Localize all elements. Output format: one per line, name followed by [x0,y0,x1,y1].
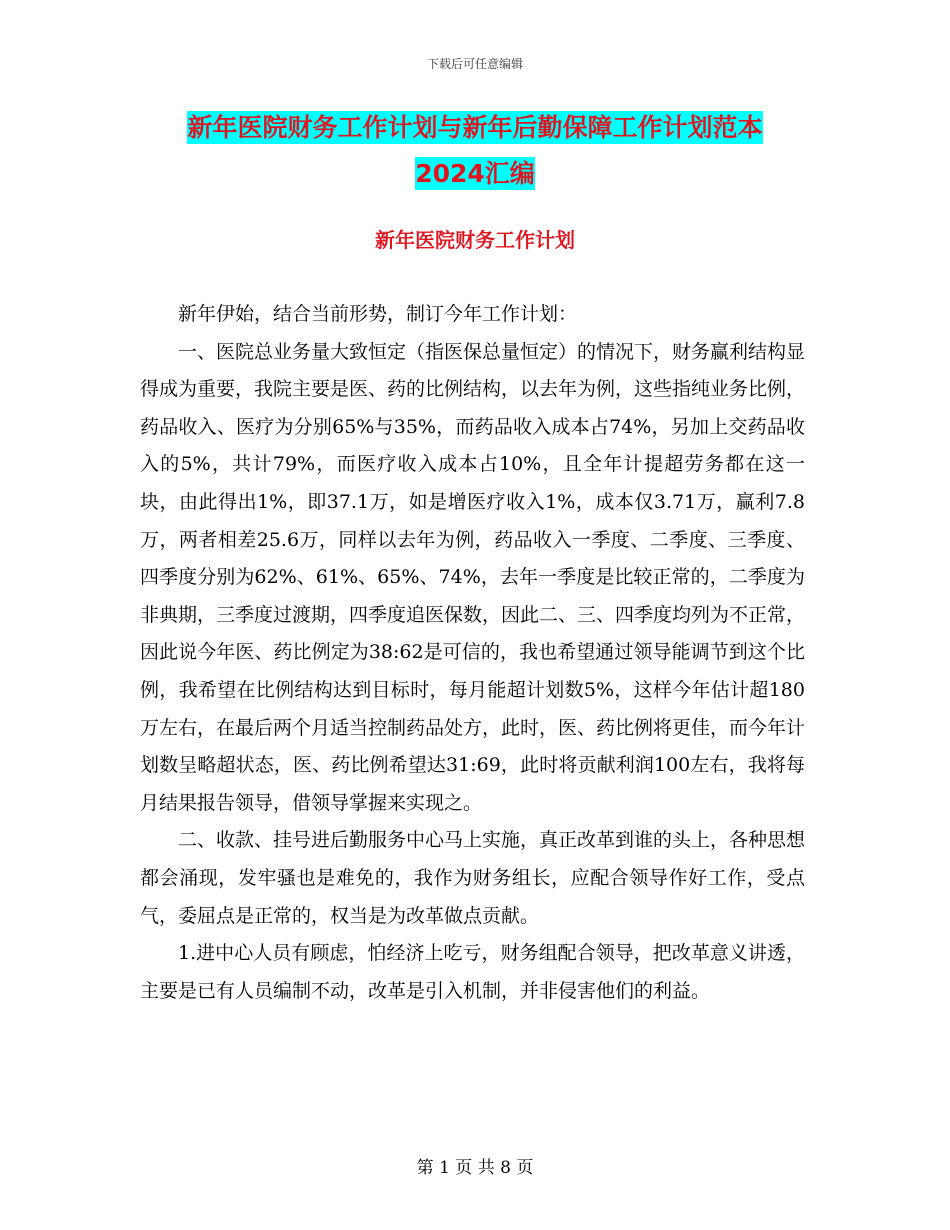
paragraph: 二、收款、挂号进后勤服务中心马上实施，真正改革到谁的头上，各种思想都会涌现，发牢骚也是难免的，我作为财务组长，应配合领导作好工作，受点气，委屈点是正常的，权当是为改革做点贡献。 [140,829,806,927]
section-heading: 新年医院财务工作计划 [375,228,575,252]
document-title [0,112,950,190]
paragraph: 1.进中心人员有顾虑，怕经济上吃亏，财务组配合领导，把改革意义讲透，主要是已有人员编制不动，改革是引入机制，并非侵害他们的利益。 [140,942,805,1002]
page-header: 下载后可任意编辑 [426,57,523,71]
title-line-2 [0,158,950,190]
paragraph: 一、医院总业务量大致恒定（指医保总量恒定）的情况下，财务赢利结构显得成为重要，我院主要是医、药的比例结构，以去年为例，这些指纯业务比例，药品收入、医疗为分别65%与35%，而药品收入成本占74%，另加上交药品收入的5%，共计79%，而医疗收入成本占10%，且全年计提超劳务都在这一块，由此得出1%，即37.1万，如是增医疗收入1%，成本仅3.71万，赢利7.8万，两者相差25.6万，同样以去年为例，药品收入一季度、二季度、三季度、四季度分别为62%、61%、65%、74%，去年一季度是比较正常的，二季度为非典期，三季度过渡期，四季度追医保数，因此二、三、四季度均列为不正常，因此说今年医、药比例定为38:62是可信的，我也希望通过领导能调节到这个比例，我希望在比例结构达到目标时，每月能超计划数5%，这样今年估计超180万左右，在最后两个月适当控制药品处方，此时，医、药比例将更佳，而今年计划数呈略超状态，医、药比例希望达31:69，此时将贡献利润100左右，我将每月结果报告领导，借领导掌握来实现之。 [140,340,806,814]
title-text-1: 新年医院财务工作计划与新年后勤保障工作计划范本 [187,113,763,142]
page-footer: 第 1 页 共 8 页 [416,1158,534,1178]
document-body [140,296,805,1010]
title-line-1 [0,112,950,144]
title-text-2: 2024汇编 [415,159,535,188]
paragraph: 新年伊始，结合当前形势，制订今年工作计划： [178,303,578,325]
